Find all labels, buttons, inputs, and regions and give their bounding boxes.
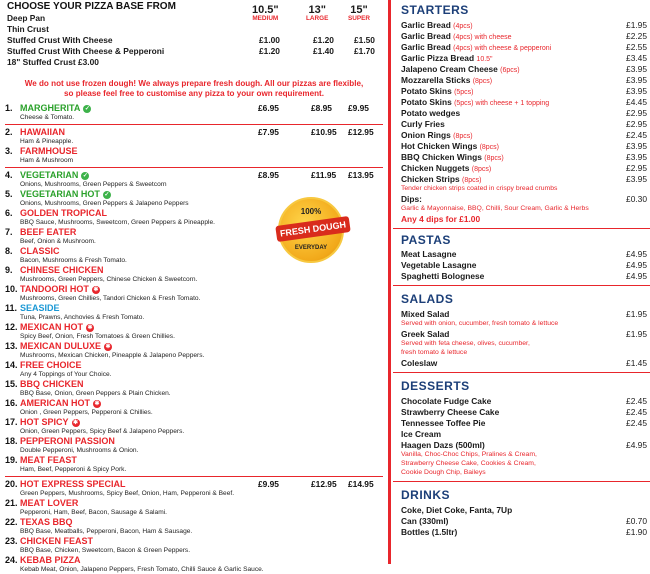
- menu-item-price: £1.95: [626, 309, 647, 319]
- pizza-description: Mushrooms, Green Peppers, Chinese Chicken & Sweetcorn.: [20, 276, 198, 283]
- menu-item-price: £2.95: [626, 119, 647, 129]
- pizza-item: [5, 303, 380, 322]
- pizza-description: Green Peppers, Mushrooms, Spicy Beef, Onion, Ham, Pepperoni & Beef.: [20, 490, 235, 497]
- vegetarian-icon: ✓: [84, 105, 90, 112]
- menu-item-name: Curly Fries: [401, 119, 445, 129]
- pizza-number: 13.: [5, 341, 18, 351]
- menu-item-price: £1.90: [626, 527, 647, 537]
- pizza-title: SEASIDE: [20, 303, 60, 313]
- base-options: [7, 13, 382, 68]
- section-divider: [393, 228, 650, 229]
- menu-item-name: Hot Chicken Wings: [401, 141, 478, 151]
- menu-item: [401, 418, 647, 429]
- menu-item-extra: (4pcs) with cheese: [453, 34, 512, 41]
- pizza-title: MEAT LOVER: [20, 498, 79, 508]
- menu-item: [401, 97, 647, 108]
- menu-item-price: £4.45: [626, 97, 647, 107]
- pizza-number: 23.: [5, 536, 18, 546]
- vegetarian-icon: ✓: [82, 172, 88, 179]
- menu-item-price: £4.95: [626, 271, 647, 281]
- pizza-item: [5, 265, 380, 284]
- menu-item-price: £4.95: [626, 260, 647, 270]
- pizza-title: FARMHOUSE: [20, 146, 78, 156]
- pizza-name: [5, 265, 380, 275]
- pizza-price: £11.95: [311, 170, 337, 180]
- pizza-item: [5, 398, 380, 417]
- pizza-name: [5, 322, 380, 332]
- pizza-description: Tuna, Prawns, Anchovies & Fresh Tomato.: [20, 314, 145, 321]
- menu-item-name: Onion Rings: [401, 130, 451, 140]
- pizza-number: 1.: [5, 103, 13, 113]
- pizza-name: [5, 360, 380, 370]
- menu-item-note: Strawberry Cheese Cake, Cookies & Cream,: [401, 460, 536, 467]
- menu-item: [401, 152, 647, 163]
- pizza-name: [5, 455, 380, 465]
- pizza-title: VEGETARIAN: [20, 170, 79, 180]
- pizza-title: CHICKEN FEAST: [20, 536, 94, 546]
- section-title: PASTAS: [401, 233, 451, 247]
- menu-item: [401, 429, 647, 440]
- pizza-price: £10.95: [311, 127, 337, 137]
- pizza-price: £9.95: [258, 479, 279, 489]
- menu-item: [401, 75, 647, 86]
- pizza-item: [5, 127, 380, 146]
- pizza-name: [5, 341, 380, 351]
- menu-item: [401, 407, 647, 418]
- menu-item: [401, 108, 647, 119]
- menu-item-name: Potato Skins: [401, 86, 452, 96]
- pizza-number: 2.: [5, 127, 13, 137]
- menu-item: [401, 194, 647, 205]
- section-divider: [5, 124, 383, 125]
- pizza-description: BBQ Base, Onion, Green Peppers & Plain Chicken.: [20, 390, 171, 397]
- pizza-name: [5, 379, 380, 389]
- menu-item-name: Potato Skins: [401, 97, 452, 107]
- pizza-title: CHINESE CHICKEN: [20, 265, 104, 275]
- pizza-description: BBQ Sauce, Mushrooms, Sweetcorn, Green Peppers & Pineapple.: [20, 219, 215, 226]
- pizza-price: £8.95: [258, 170, 279, 180]
- menu-item-price: £3.95: [626, 75, 647, 85]
- menu-item-name: Greek Salad: [401, 329, 450, 339]
- menu-item-name: Bottles (1.5ltr): [401, 527, 458, 537]
- pizza-description: Ham & Pineapple.: [20, 138, 74, 145]
- section-title: SALADS: [401, 292, 454, 306]
- pizza-description: Onions, Mushrooms, Green Peppers & Jalapeno Peppers: [20, 200, 189, 207]
- menu-item-name: Ice Cream: [401, 429, 442, 439]
- menu-item: [401, 260, 647, 271]
- menu-item: [401, 141, 647, 152]
- menu-item-extra: (5pcs): [454, 89, 474, 96]
- pizza-number: 22.: [5, 517, 18, 527]
- pizza-description: Any 4 Toppings of Your Choice.: [20, 371, 112, 378]
- pizza-price: £12.95: [348, 127, 374, 137]
- menu-item-price: £3.95: [626, 86, 647, 96]
- menu-item: [401, 358, 647, 369]
- pizza-item: [5, 536, 380, 555]
- menu-item: [401, 329, 647, 340]
- pizza-description: Mushrooms, Green Chillies, Tandori Chicken & Fresh Tomato.: [20, 295, 201, 302]
- menu-item-extra: (8pcs): [471, 166, 492, 173]
- column-divider: [388, 0, 391, 564]
- base-option-label: Deep Pan: [7, 13, 46, 23]
- pizza-description: Bacon, Mushrooms & Fresh Tomato.: [20, 257, 127, 264]
- pizza-number: 24.: [5, 555, 18, 565]
- pizza-name: [5, 536, 380, 546]
- menu-item-name: Mozzarella Sticks: [401, 75, 471, 85]
- base-option-row: [7, 57, 382, 68]
- sides-menu-column: [393, 0, 650, 564]
- pizza-description: Double Pepperoni, Mushrooms & Onion.: [20, 447, 139, 454]
- menu-item-extra: (5pcs) with cheese + 1 topping: [454, 100, 550, 107]
- menu-item-price: £2.45: [626, 418, 647, 428]
- menu-item: [401, 309, 647, 320]
- section-divider: [5, 167, 383, 168]
- pizza-name: [5, 517, 380, 527]
- base-option-label: Stuffed Crust With Cheese: [7, 35, 113, 45]
- base-option-price: £1.00: [259, 35, 280, 45]
- section-title: STARTERS: [401, 3, 469, 17]
- menu-item-extra: (8pcs): [453, 133, 473, 140]
- pizza-description: Mushrooms, Mexican Chicken, Pineapple & Jalapeno Peppers.: [20, 352, 205, 359]
- pizza-description: BBQ Base, Meatballs, Pepperoni, Bacon, Ham & Sausage.: [20, 528, 193, 535]
- menu-item-note: Served with feta cheese, olives, cucumber,: [401, 340, 530, 347]
- pizza-item: [5, 322, 380, 341]
- menu-item-note: Cookie Dough Chip, Baileys: [401, 469, 486, 476]
- pizza-title: KEBAB PIZZA: [20, 555, 81, 565]
- menu-item-note: fresh tomato & lettuce: [401, 349, 468, 356]
- pizza-number: 8.: [5, 246, 13, 256]
- section-title: DRINKS: [401, 488, 451, 502]
- menu-item-extra: (4pcs): [453, 23, 473, 30]
- pizza-title: TEXAS BBQ: [20, 517, 73, 527]
- pizza-name: [5, 417, 380, 427]
- menu-item-name: Tennessee Toffee Pie: [401, 418, 486, 428]
- menu-item: [401, 31, 647, 42]
- pizza-item: [5, 517, 380, 536]
- section-divider: [393, 372, 650, 373]
- pizza-price: £6.95: [258, 103, 279, 113]
- menu-item-extra: (8pcs): [472, 78, 493, 85]
- pizza-price: £8.95: [311, 103, 332, 113]
- base-option-row: [7, 35, 382, 46]
- menu-item-price: £2.45: [626, 407, 647, 417]
- pizza-name: [5, 189, 380, 199]
- pizza-number: 19.: [5, 455, 18, 465]
- menu-item: [401, 53, 647, 64]
- menu-item-price: £3.95: [626, 141, 647, 151]
- pizza-item: [5, 170, 380, 189]
- menu-item-price: £2.45: [626, 396, 647, 406]
- pizza-name: [5, 146, 380, 156]
- menu-item: [401, 249, 647, 260]
- menu-item-note: Vanilla, Choc-Choc Chips, Pralines & Cream,: [401, 451, 537, 458]
- pizza-price: £14.95: [348, 479, 374, 489]
- pizza-item: [5, 360, 380, 379]
- menu-item-extra: (4pcs) with cheese & pepperoni: [453, 45, 552, 52]
- pizza-item: [5, 341, 380, 360]
- menu-item: [401, 440, 647, 451]
- base-option-row: [7, 13, 382, 24]
- pizza-description: Onion , Green Peppers, Pepperoni & Chillies.: [20, 409, 153, 416]
- pizza-description: BBQ Base, Chicken, Sweetcorn, Bacon & Green Peppers.: [20, 547, 191, 554]
- pizza-price: £13.95: [348, 170, 374, 180]
- pizza-title: AMERICAN HOT: [20, 398, 90, 408]
- menu-item: [401, 20, 647, 31]
- pizza-description: Onion, Green Peppers, Spicy Beef & Jalapeno Peppers.: [20, 428, 185, 435]
- pizza-title: MEXICAN HOT: [20, 322, 83, 332]
- hot-chilli-icon: ✱: [73, 419, 79, 426]
- pizza-title: HAWAIIAN: [20, 127, 65, 137]
- fresh-dough-badge: 100% FRESH DOUGH EVERYDAY: [278, 197, 344, 263]
- menu-item-name: Potato wedges: [401, 108, 461, 118]
- menu-item-name: Chicken Strips: [401, 174, 460, 184]
- pizza-item: [5, 455, 380, 474]
- pizza-title: MEAT FEAST: [20, 455, 77, 465]
- base-option-label: Thin Crust: [7, 24, 49, 34]
- menu-item: [401, 505, 647, 516]
- menu-item-name: Meat Lasagne: [401, 249, 457, 259]
- pizza-item: [5, 417, 380, 436]
- base-option-price: £1.20: [313, 35, 334, 45]
- menu-item: [401, 174, 647, 185]
- pizza-number: 16.: [5, 398, 18, 408]
- menu-item-note: Garlic & Mayonnaise, BBQ, Chilli, Sour Cream, Garlic & Herbs: [401, 205, 589, 212]
- dips-offer: Any 4 dips for £1.00: [401, 214, 481, 224]
- menu-item-extra: (8pcs): [479, 144, 500, 151]
- menu-item-name: Strawberry Cheese Cake: [401, 407, 500, 417]
- menu-item-price: £2.95: [626, 108, 647, 118]
- pizza-title: FREE CHOICE: [20, 360, 82, 370]
- menu-item-price: £1.95: [626, 329, 647, 339]
- menu-item: [401, 271, 647, 282]
- menu-item-name: Garlic Bread: [401, 20, 451, 30]
- pizza-title: HOT EXPRESS SPECIAL: [20, 479, 126, 489]
- menu-item-extra: 10.5": [476, 56, 493, 63]
- pizza-item: [5, 379, 380, 398]
- menu-item-price: £2.25: [626, 31, 647, 41]
- menu-item-note: Tender chicken strips coated in crispy bread crumbs: [401, 185, 558, 192]
- pizza-title: MEXICAN DULUXE: [20, 341, 102, 351]
- menu-item-note: Served with onion, cucumber, fresh tomato & lettuce: [401, 320, 559, 327]
- pizza-title: TANDOORI HOT: [20, 284, 89, 294]
- pizza-number: 17.: [5, 417, 18, 427]
- pizza-item: [5, 436, 380, 455]
- size-header-large: 13" LARGE: [306, 4, 329, 22]
- menu-item-price: £3.95: [626, 64, 647, 74]
- hot-chilli-icon: ✱: [105, 343, 111, 350]
- hot-chilli-icon: ✱: [94, 400, 100, 407]
- pizza-number: 10.: [5, 284, 18, 294]
- pizza-name: [5, 284, 380, 294]
- pizza-name: [5, 398, 380, 408]
- menu-item-price: £2.95: [626, 163, 647, 173]
- vegetarian-icon: ✓: [104, 191, 110, 198]
- pizza-title: BBQ CHICKEN: [20, 379, 84, 389]
- menu-item: [401, 516, 647, 527]
- menu-item-price: £4.95: [626, 440, 647, 450]
- pizza-title: CLASSIC: [20, 246, 60, 256]
- menu-item-name: Chocolate Fudge Cake: [401, 396, 492, 406]
- pizza-number: 20.: [5, 479, 18, 489]
- pizza-description: Onions, Mushrooms, Green Peppers & Sweetcorn: [20, 181, 167, 188]
- menu-item-extra: (6pcs): [500, 67, 520, 74]
- menu-item-name: Garlic Bread: [401, 42, 451, 52]
- pizza-item: [5, 103, 380, 122]
- menu-item-price: £0.70: [626, 516, 647, 526]
- menu-item-name: Dips:: [401, 194, 422, 204]
- pizza-number: 14.: [5, 360, 18, 370]
- pizza-number: 18.: [5, 436, 18, 446]
- hot-chilli-icon: ✱: [93, 286, 99, 293]
- pizza-title: HOT SPICY: [20, 417, 69, 427]
- menu-item-name: Garlic Bread: [401, 31, 451, 41]
- pizza-name: [5, 555, 380, 565]
- section-divider: [393, 285, 650, 286]
- pizza-item: [5, 284, 380, 303]
- pizza-number: 15.: [5, 379, 18, 389]
- menu-item-name: Can (330ml): [401, 516, 449, 526]
- pizza-description: Ham & Mushroom: [20, 157, 74, 164]
- menu-item-price: £3.95: [626, 174, 647, 184]
- menu-item: [401, 163, 647, 174]
- pizza-name: [5, 498, 380, 508]
- menu-item-name: Vegetable Lasagne: [401, 260, 477, 270]
- menu-item-name: Coke, Diet Coke, Fanta, 7Up: [401, 505, 513, 515]
- pizza-description: Kebab Meat, Onion, Jalapeno Peppers, Fresh Tomato, Chilli Sauce & Garlic Sauce.: [20, 566, 264, 573]
- menu-item-name: Garlic Pizza Bread: [401, 53, 475, 63]
- menu-item-price: £1.95: [626, 20, 647, 30]
- section-divider: [5, 476, 383, 477]
- pizza-number: 11.: [5, 303, 18, 313]
- menu-item-extra: (8pcs): [461, 177, 482, 184]
- size-header-medium: 10.5" MEDIUM: [252, 4, 279, 22]
- base-option-price: £1.40: [313, 46, 334, 56]
- pizza-number: 3.: [5, 146, 13, 156]
- pizza-item: [5, 479, 380, 498]
- pizza-title: VEGETARIAN HOT: [20, 189, 100, 199]
- menu-item-name: Spaghetti Bolognese: [401, 271, 485, 281]
- pizza-title: PEPPERONI PASSION: [20, 436, 115, 446]
- menu-item: [401, 130, 647, 141]
- menu-item-price: £2.45: [626, 130, 647, 140]
- section-divider: [393, 481, 650, 482]
- pizza-name: [5, 303, 380, 313]
- pizza-number: 6.: [5, 208, 13, 218]
- fresh-dough-notice: We do not use frozen dough! We always prepare fresh dough. All our pizzas are flexible, so please feel free to customise any pizza to your own requirement.: [24, 79, 364, 98]
- base-option-price: £1.70: [354, 46, 375, 56]
- menu-item-name: BBQ Chicken Wings: [401, 152, 482, 162]
- pizza-description: Ham, Beef, Pepperoni & Spicy Pork.: [20, 466, 127, 473]
- menu-item-name: Chicken Nuggets: [401, 163, 470, 173]
- menu-item-name: Mixed Salad: [401, 309, 450, 319]
- pizza-number: 4.: [5, 170, 13, 180]
- pizza-number: 9.: [5, 265, 13, 275]
- pizza-title: GOLDEN TROPICAL: [20, 208, 107, 218]
- base-option-price: £1.50: [354, 35, 375, 45]
- pizza-item: [5, 498, 380, 517]
- base-option-row: [7, 46, 382, 57]
- pizza-price: £12.95: [311, 479, 337, 489]
- menu-item: [401, 119, 647, 130]
- base-option-label: Stuffed Crust With Cheese & Pepperoni: [7, 46, 165, 56]
- menu-item-extra: (8pcs): [484, 155, 504, 162]
- pizza-price: £7.95: [258, 127, 279, 137]
- pizza-name: [5, 436, 380, 446]
- menu-item: [401, 396, 647, 407]
- menu-item-price: £1.45: [626, 358, 647, 368]
- pizza-item: [5, 555, 380, 574]
- menu-item-name: Coleslaw: [401, 358, 438, 368]
- menu-item-price: £3.95: [626, 152, 647, 162]
- pizza-number: 7.: [5, 227, 13, 237]
- hot-chilli-icon: ✱: [87, 324, 93, 331]
- pizza-number: 5.: [5, 189, 13, 199]
- pizza-price: £9.95: [348, 103, 369, 113]
- pizza-title: BEEF EATER: [20, 227, 77, 237]
- pizza-description: Pepperoni, Ham, Beef, Bacon, Sausage & Salami.: [20, 509, 167, 516]
- pizza-description: Beef, Onion & Mushroom.: [20, 238, 96, 245]
- base-option-label: 18" Stuffed Crust £3.00: [7, 57, 99, 67]
- section-title: DESSERTS: [401, 379, 470, 393]
- pizza-number: 21.: [5, 498, 18, 508]
- menu-item: [401, 527, 647, 538]
- base-option-row: [7, 24, 382, 35]
- pizza-title: MARGHERITA: [20, 103, 81, 113]
- base-title: CHOOSE YOUR PIZZA BASE FROM: [7, 1, 176, 12]
- pizza-item: [5, 146, 380, 165]
- menu-item-name: Jalapeno Cream Cheese: [401, 64, 498, 74]
- pizza-description: Cheese & Tomato.: [20, 114, 75, 121]
- pizza-number: 12.: [5, 322, 18, 332]
- menu-item: [401, 42, 647, 53]
- menu-item-price: £4.95: [626, 249, 647, 259]
- pizza-description: Spicy Beef, Onion, Fresh Tomatoes & Green Chillies.: [20, 333, 175, 340]
- menu-item-name: Haagen Dazs (500ml): [401, 440, 485, 450]
- menu-item-price: £3.45: [626, 53, 647, 63]
- base-option-price: £1.20: [259, 46, 280, 56]
- menu-item: [401, 86, 647, 97]
- menu-item-price: £0.30: [626, 194, 647, 204]
- menu-item: [401, 64, 647, 75]
- menu-item-price: £2.55: [626, 42, 647, 52]
- size-header-super: 15" SUPER: [348, 4, 371, 22]
